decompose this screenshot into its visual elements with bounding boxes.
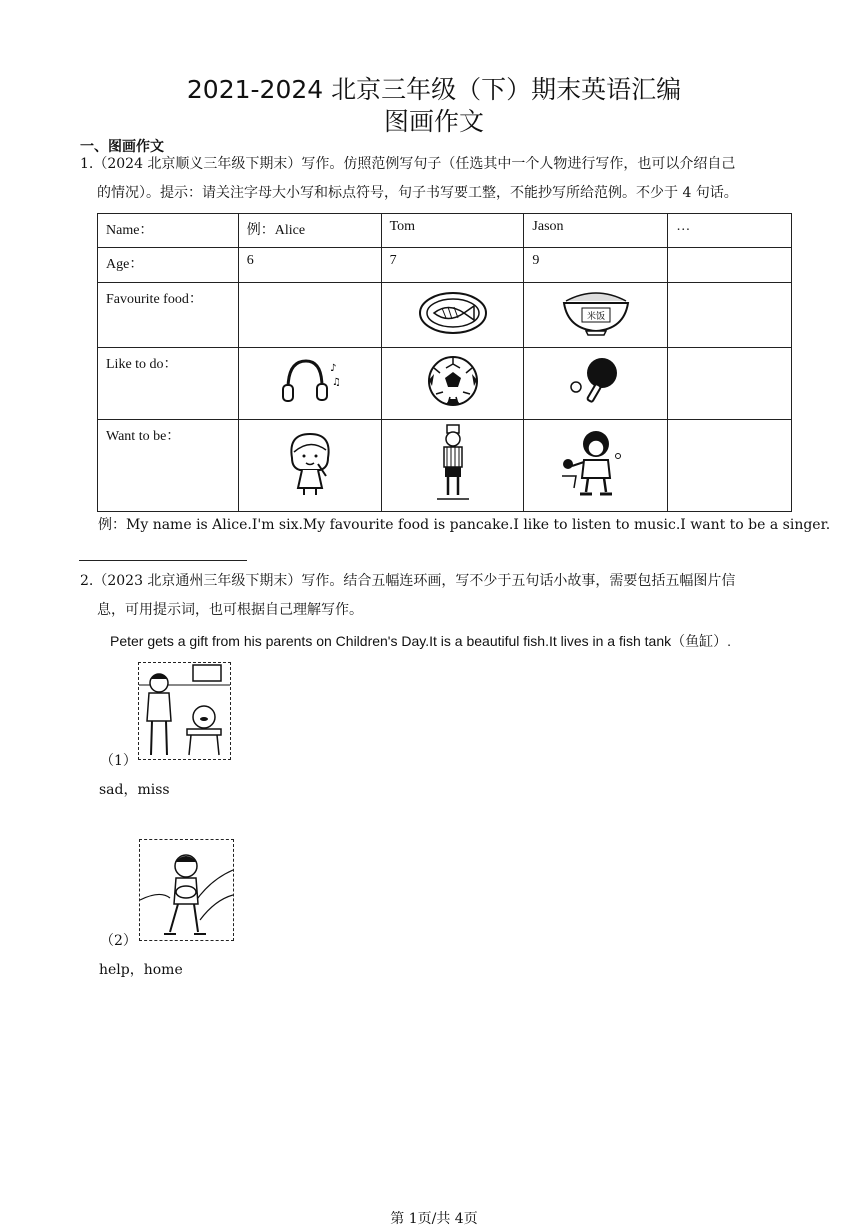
cell-age-tom: 7 [381,248,524,283]
cell-name-alice: 例：Alice [238,214,381,248]
q1-example-sentence: 例：My name is Alice.I'm six.My favourite food is pancake.I like to listen to music.I want to be a singer. [98,517,831,533]
cell-food-tom [381,283,524,348]
cell-age-alice: 6 [238,248,381,283]
page-footer: 第 1页/共 4页 [390,1211,478,1227]
soccer-ball-icon [426,354,480,408]
cell-name-tom: Tom [381,214,524,248]
section-heading: 一、图画作文 [80,139,164,155]
panel-keywords-2: help，home [99,962,183,978]
comic-panel-1 [138,662,231,760]
row-label-food: Favourite food： [98,283,239,348]
panel-number-1: （1） [100,753,137,769]
ping-pong-player-icon [556,426,636,500]
cell-food-more [668,283,792,348]
cell-name-more: … [668,214,792,248]
panel-keywords-1: sad，miss [99,782,170,798]
row-label-age: Age： [98,248,239,283]
table-row [98,283,792,348]
panel-number-2: （2） [100,933,137,949]
cell-food-jason [524,283,668,348]
q1-instruction-line2: 的情况）。提示：请关注字母大小写和标点符号，句子书写要工整，不能抄写所给范例。不少于 4 句话。 [97,185,738,201]
svg-text:♪: ♪ [329,363,337,374]
row-label-like: Like to do： [98,348,239,420]
football-player-icon [433,423,473,503]
rice-bowl-label: 米饭 [586,311,605,322]
headphones-music-icon [278,355,342,407]
cell-want-more [668,420,792,512]
page-title: 2021-2024 北京三年级（下）期末英语汇编 [186,75,682,104]
ping-pong-paddle-icon [564,353,628,409]
cell-age-jason: 9 [524,248,668,283]
table-row [98,214,792,248]
boy-carrying-fish-illustration [140,840,233,940]
cell-want-alice [238,420,381,512]
comic-panel-2 [139,839,234,941]
cell-food-alice [238,283,381,348]
table-row [98,420,792,512]
boy-with-fishbowl-illustration [139,663,230,759]
cell-like-alice [238,348,381,420]
q2-instruction-line1: 2.（2023 北京通州三年级下期末）写作。结合五幅连环画，写不少于五句话小故事，需要包括五幅图片信 [80,573,736,589]
table-row [98,348,792,420]
row-label-name: Name： [98,214,239,248]
cell-like-jason [524,348,668,420]
q2-story-intro: Peter gets a gift from his parents on Children's Day.It is a beautiful fish.It lives in a fish tank（鱼缸）. [110,633,732,649]
cell-like-tom [381,348,524,420]
cell-want-tom [381,420,524,512]
svg-text:♫: ♫ [331,377,341,388]
q2-instruction-line2: 息，可用提示词，也可根据自己理解写作。 [97,602,363,618]
fish-plate-icon [418,290,488,336]
cell-want-jason [524,420,668,512]
page-subtitle: 图画作文 [383,107,484,136]
character-table [97,213,792,512]
rice-bowl-icon [558,289,634,337]
singer-girl-icon [280,428,340,498]
q1-instruction-line1: 1.（2024 北京顺义三年级下期末）写作。仿照范例写句子（任选其中一个人物进行写作，也可以介绍自己 [80,156,736,172]
row-label-want: Want to be： [98,420,239,512]
cell-name-jason: Jason [524,214,668,248]
table-row [98,248,792,283]
cell-like-more [668,348,792,420]
cell-age-more [668,248,792,283]
divider [79,560,247,561]
